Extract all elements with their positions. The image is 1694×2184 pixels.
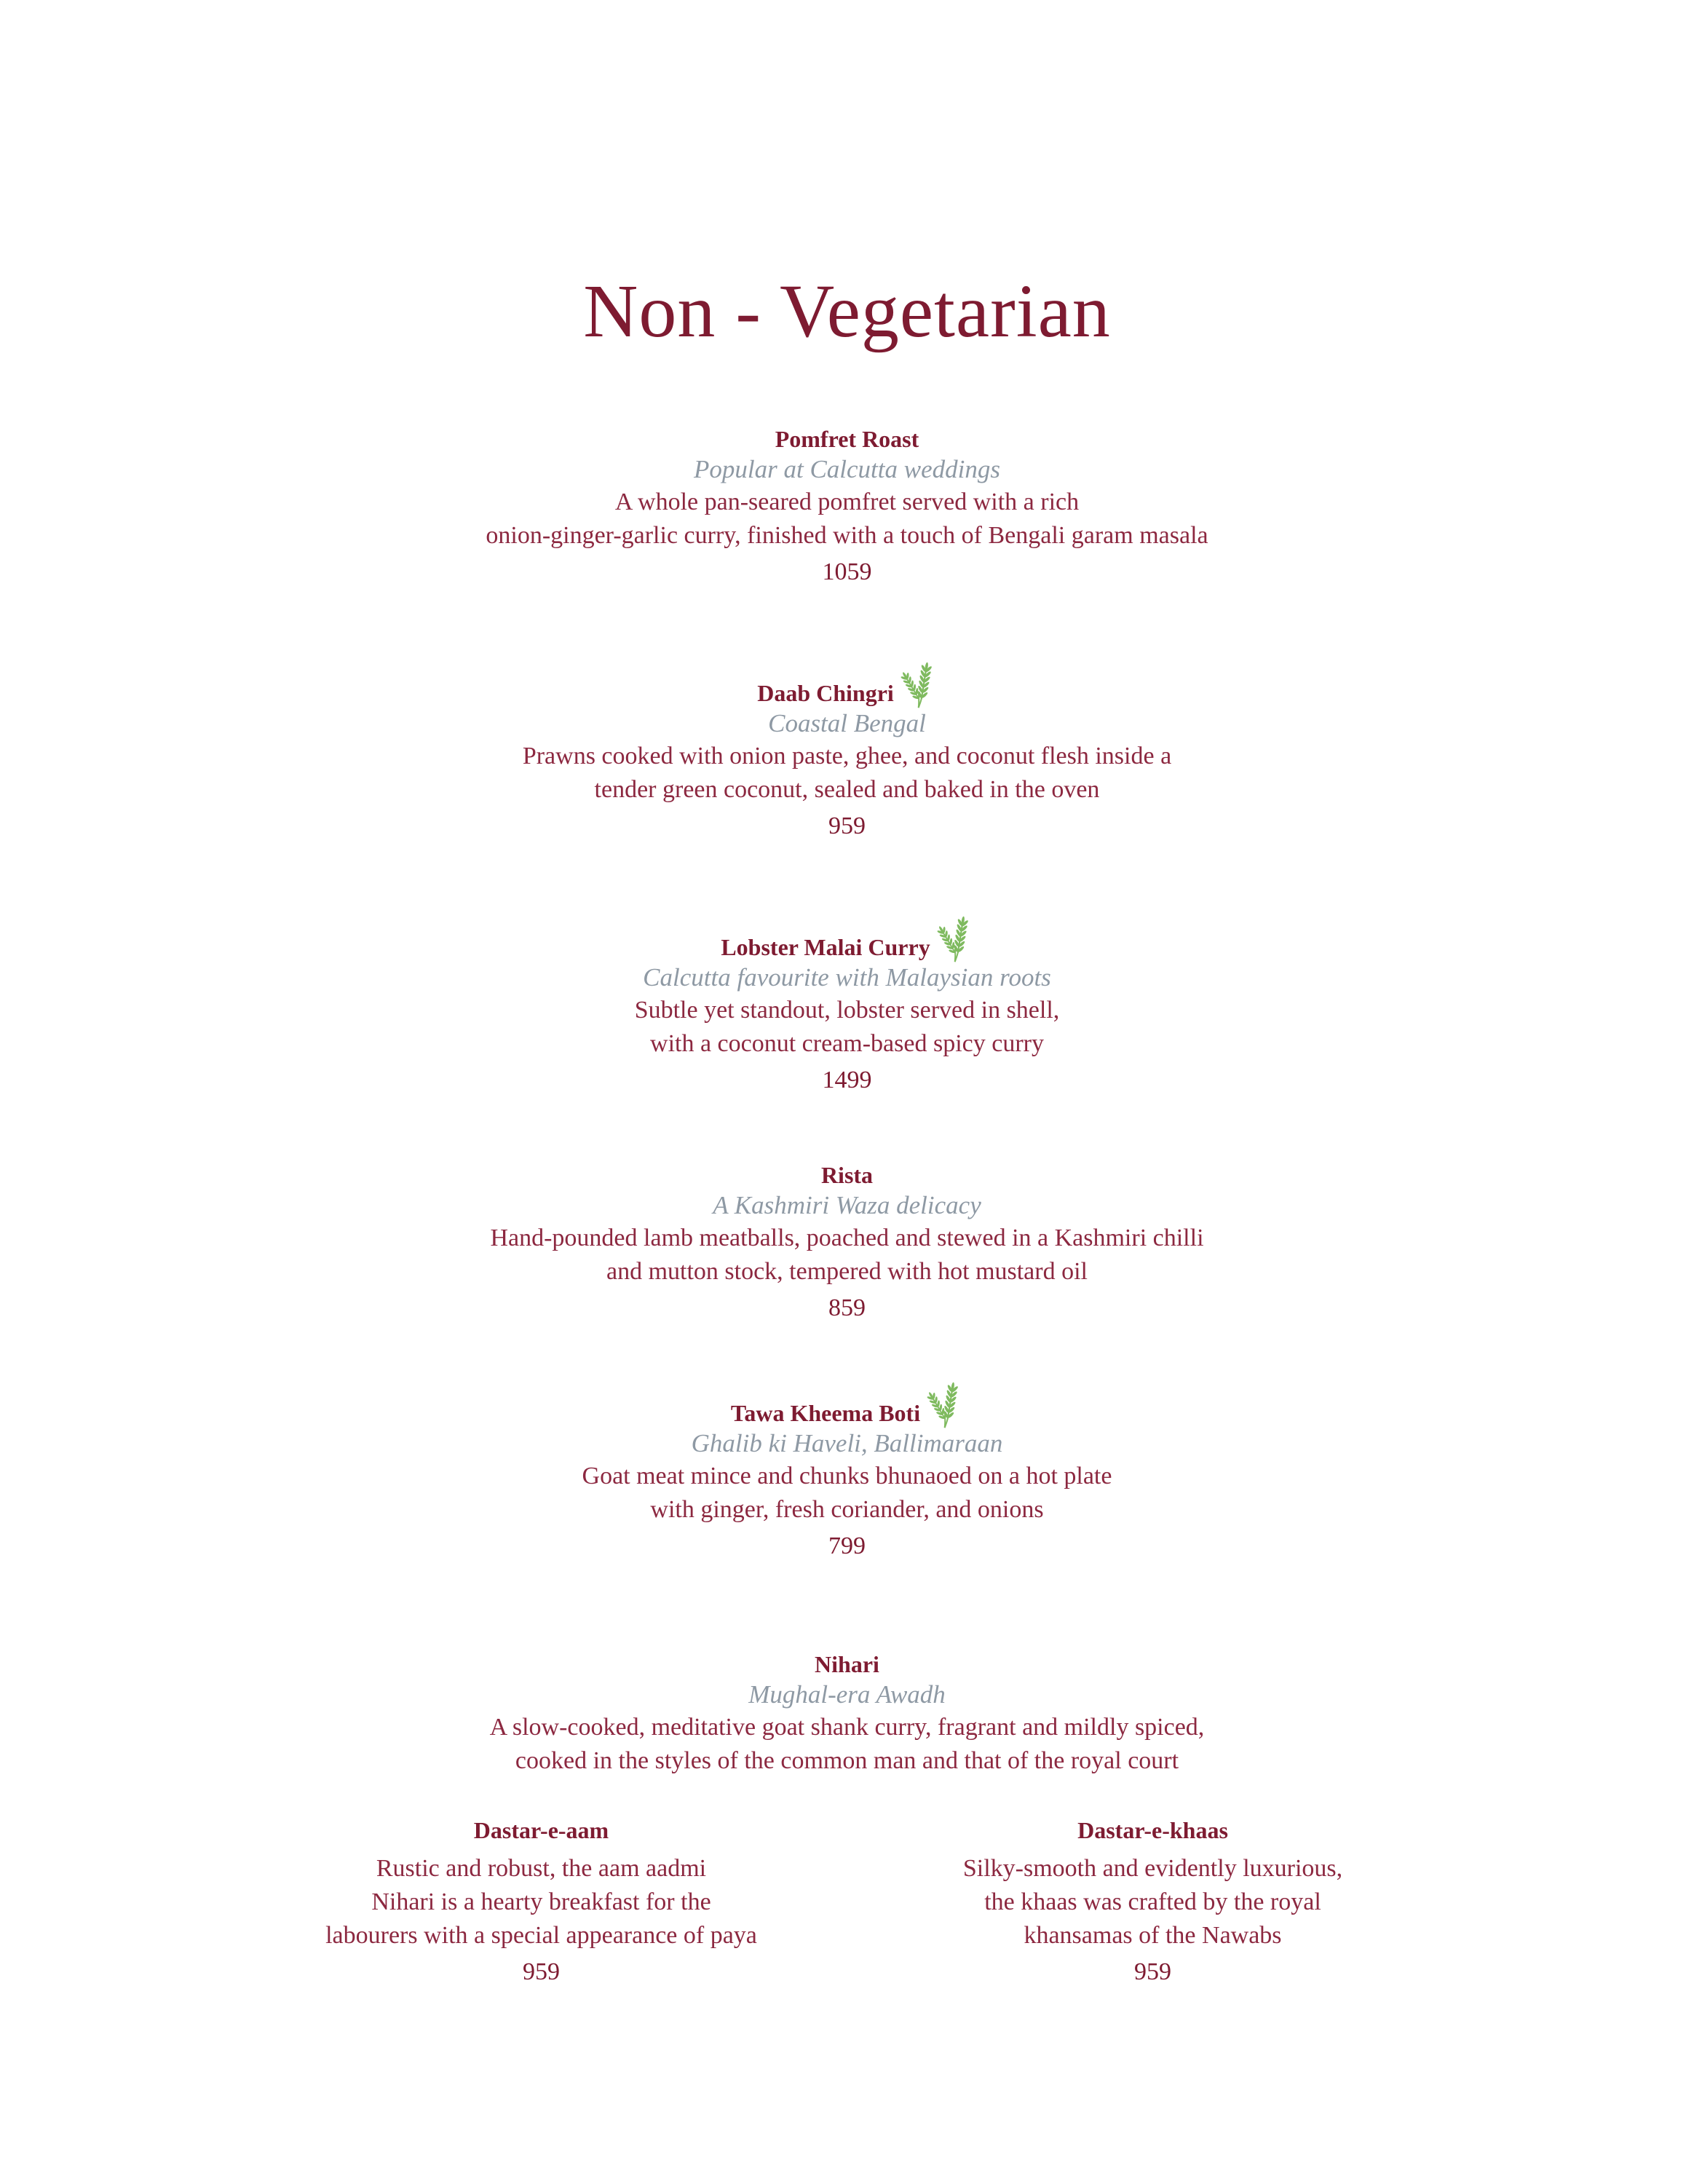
variant-name: Dastar-e-aam: [473, 1817, 609, 1843]
item-subtitle: Coastal Bengal: [768, 709, 926, 737]
item-subtitle: A Kashmiri Waza delicacy: [713, 1191, 981, 1219]
item-name-text: Lobster Malai Curry: [721, 934, 930, 960]
item-name-text: Daab Chingri: [757, 680, 894, 706]
variant-dastar-e-khaas: [869, 1816, 1437, 1988]
item-description-line: and mutton stock, tempered with hot mustard oil: [606, 1258, 1088, 1285]
menu-item-tawa-kheema-boti: [170, 1372, 1524, 1562]
item-description-line: onion-ginger-garlic curry, finished with a touch of Bengali garam masala: [486, 522, 1208, 549]
wheat-sprig-icon: [922, 1381, 963, 1430]
variant-description-line: Nihari is a hearty breakfast for the: [371, 1888, 711, 1915]
item-subtitle: Popular at Calcutta weddings: [694, 455, 1000, 483]
item-price: 859: [828, 1294, 866, 1321]
item-name: [170, 1650, 1524, 1679]
item-name: [170, 652, 1524, 708]
variant-name: Dastar-e-khaas: [1077, 1817, 1228, 1843]
item-description-line: tender green coconut, sealed and baked in the oven: [594, 776, 1100, 803]
item-description-line: Goat meat mince and chunks bhunaoed on a hot plate: [582, 1463, 1112, 1489]
item-name: [170, 1372, 1524, 1428]
item-price: 1499: [822, 1067, 872, 1093]
item-subtitle: Ghalib ki Haveli, Ballimaraan: [691, 1429, 1003, 1457]
menu-page: [170, 0, 1524, 1988]
item-name: [170, 906, 1524, 962]
item-subtitle: Mughal-era Awadh: [748, 1680, 946, 1709]
variant-description-line: Silky-smooth and evidently luxurious,: [962, 1855, 1343, 1882]
item-description-line: Subtle yet standout, lobster served in shell,: [634, 997, 1060, 1024]
variant-price: 959: [1134, 1958, 1171, 1985]
item-description-line: cooked in the styles of the common man and that of the royal court: [515, 1747, 1179, 1774]
item-name: [170, 1160, 1524, 1190]
item-subtitle: Calcutta favourite with Malaysian roots: [643, 963, 1051, 992]
variant-description-line: labourers with a special appearance of paya: [325, 1922, 757, 1949]
menu-item-rista: [170, 1160, 1524, 1324]
wheat-sprig-icon: [933, 915, 973, 964]
item-description-line: Prawns cooked with onion paste, ghee, and coconut flesh inside a: [522, 743, 1172, 769]
item-description-line: Hand-pounded lamb meatballs, poached and stewed in a Kashmiri chilli: [490, 1224, 1204, 1251]
variant-price: 959: [523, 1958, 560, 1985]
menu-item-lobster-malai-curry: [170, 906, 1524, 1096]
variant-description-line: khansamas of the Nawabs: [1024, 1922, 1282, 1949]
menu-item-pomfret-roast: [170, 424, 1524, 588]
item-description-line: A slow-cooked, meditative goat shank curry, fragrant and mildly spiced,: [489, 1714, 1205, 1741]
item-name-text: Pomfret Roast: [775, 426, 919, 452]
item-price: 1059: [822, 558, 872, 585]
item-price: 799: [828, 1532, 866, 1559]
menu-item-nihari: [170, 1650, 1524, 1778]
nihari-variants-row: [170, 1816, 1524, 1988]
item-name-text: Nihari: [815, 1651, 879, 1677]
variant-dastar-e-aam: [258, 1816, 826, 1988]
menu-item-daab-chingri: [170, 652, 1524, 842]
item-description-line: A whole pan-seared pomfret served with a rich: [614, 488, 1080, 515]
item-description-line: with a coconut cream-based spicy curry: [650, 1030, 1044, 1057]
item-name-text: Tawa Kheema Boti: [730, 1400, 921, 1426]
wheat-sprig-icon: [896, 661, 937, 710]
variant-description-line: Rustic and robust, the aam aadmi: [376, 1855, 707, 1882]
item-price: 959: [828, 812, 866, 839]
page-title: Non - Vegetarian: [583, 269, 1111, 353]
item-name: [170, 424, 1524, 454]
variant-description-line: the khaas was crafted by the royal: [984, 1888, 1321, 1915]
item-name-text: Rista: [820, 1162, 874, 1188]
item-description-line: with ginger, fresh coriander, and onions: [650, 1496, 1044, 1523]
